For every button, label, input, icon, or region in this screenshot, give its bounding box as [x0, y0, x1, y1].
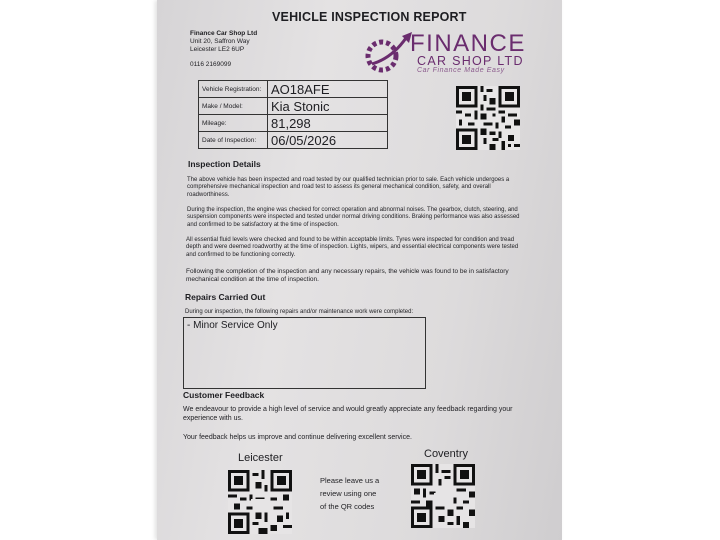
coventry-label: Coventry	[424, 448, 469, 460]
vehicle-registration-label: Vehicle Registration:	[199, 81, 268, 98]
company-address-line1: Unit 20, Saffron Way	[190, 38, 250, 45]
table-row	[199, 132, 388, 149]
review-instructions	[320, 474, 379, 513]
vehicle-details-table	[198, 80, 388, 149]
coventry-review-qr-icon[interactable]	[411, 464, 475, 528]
repairs-intro: During our inspection, the following repairs and/or maintenance work were completed:	[185, 309, 414, 315]
logo-text-finance: FINANCE	[410, 30, 526, 57]
logo-text-car-shop: CAR SHOP LTD	[417, 54, 524, 68]
review-line-3: of the QR codes	[320, 502, 375, 511]
table-row	[199, 98, 388, 115]
leicester-label: Leicester	[238, 452, 283, 464]
table-row	[199, 115, 388, 132]
feedback-paragraph-2: Your feedback helps us improve and continue delivering excellent service.	[183, 434, 412, 441]
make-model-label: Make / Model:	[199, 98, 268, 115]
inspection-date-label: Date of Inspection:	[199, 132, 268, 149]
logo-tagline: Car Finance Made Easy	[417, 67, 505, 74]
report-title: VEHICLE INSPECTION REPORT	[272, 10, 467, 24]
inspection-details-heading: Inspection Details	[188, 159, 261, 169]
inspection-date-value: 06/05/2026	[268, 132, 388, 149]
vehicle-registration-value: AO18AFE	[268, 81, 388, 98]
leicester-review-qr-icon[interactable]	[228, 470, 292, 534]
inspection-paragraph-1: The above vehicle has been inspected and road tested by our qualified technician prior to sale. Each vehicle undergoes a comprehensive mechanical inspection and road test to assess its general mechanical condition, safety, and overall roadworthiness.	[187, 177, 510, 198]
repairs-heading: Repairs Carried Out	[185, 292, 266, 302]
company-phone: 0116 2169099	[190, 61, 232, 68]
feedback-paragraph-1: We endeavour to provide a high level of service and would greatly appreciate any feedback regarding your experience with us.	[183, 406, 513, 422]
qr-code-icon[interactable]	[456, 86, 520, 150]
mileage-label: Mileage:	[199, 115, 268, 132]
repair-item: - Minor Service Only	[187, 320, 278, 331]
table-row	[199, 81, 388, 98]
customer-feedback-heading: Customer Feedback	[183, 390, 265, 400]
inspection-paragraph-3: All essential fluid levels were checked and found to be within acceptable limits. Tyres were inspected for condition and tread depth and were deemed roadworthy at the time of inspection. Lights, wipers, and essential electrical components were tested and confirmed to be functioning correctly.	[186, 237, 519, 258]
review-line-2: review using one	[320, 489, 377, 498]
review-line-1: Please leave us a	[320, 476, 380, 485]
company-name: Finance Car Shop Ltd	[190, 30, 258, 37]
make-model-value: Kia Stonic	[268, 98, 388, 115]
company-address-line2: Leicester LE2 6UP	[190, 46, 245, 53]
inspection-paragraph-4: Following the completion of the inspection and any necessary repairs, the vehicle was found to be in satisfactory mechanical condition at the time of inspection.	[186, 268, 509, 283]
mileage-value: 81,298	[268, 115, 388, 132]
inspection-paragraph-2: During the inspection, the engine was checked for correct operation and abnormal noises. The gearbox, clutch, steering, and suspension components were inspected and tested under normal driving conditions. Braking performance was also assessed and confirmed to be satisfactory at the time of inspection.	[187, 207, 520, 228]
